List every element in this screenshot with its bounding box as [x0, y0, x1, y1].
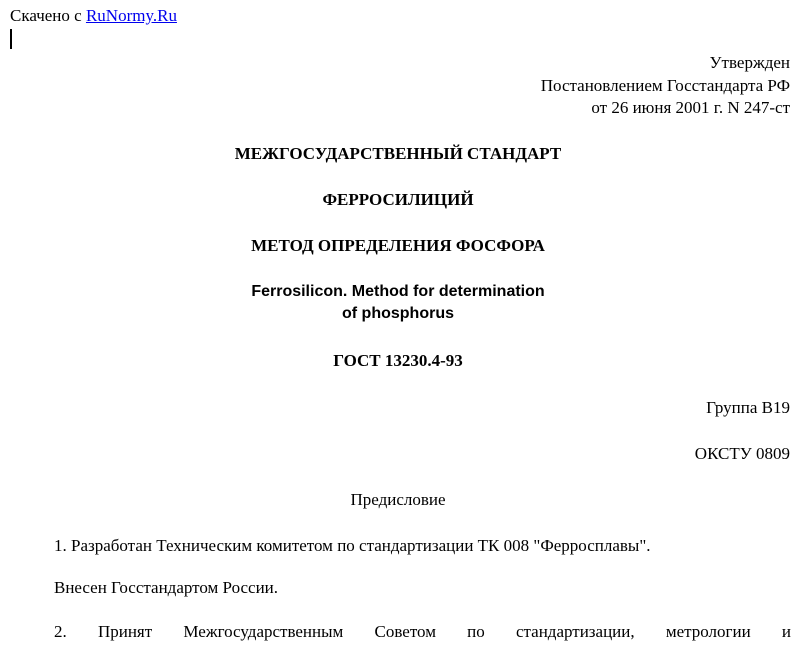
method-title: МЕТОД ОПРЕДЕЛЕНИЯ ФОСФОРА: [251, 236, 545, 255]
standard-type-title: МЕЖГОСУДАРСТВЕННЫЙ СТАНДАРТ: [234, 144, 562, 163]
material-title: ФЕРРОСИЛИЦИЙ: [322, 190, 474, 209]
english-title: [0, 281, 796, 325]
approval-block: [541, 52, 790, 120]
approval-line-date: от 26 июня 2001 г. N 247-ст: [591, 98, 790, 117]
source-line: [10, 6, 177, 26]
foreword-introduced: Внесен Госстандартом России.: [54, 578, 279, 597]
foreword-item-2: 2. Принят Межгосударственным Советом по стандартизации, метрологии и: [54, 622, 791, 641]
approval-line-approved: Утвержден: [709, 53, 790, 72]
oksty-label: ОКСТУ 0809: [694, 444, 790, 463]
english-title-line-1: Ferrosilicon. Method for determination: [251, 283, 545, 300]
source-link[interactable]: RuNormy.Ru: [85, 6, 177, 25]
group-label: Группа В19: [706, 398, 790, 417]
english-title-line-2: of phosphorus: [342, 305, 454, 322]
text-cursor: [10, 29, 12, 49]
downloaded-prefix: Скачено с: [10, 6, 86, 25]
foreword-heading: Предисловие: [350, 490, 446, 509]
gost-code: ГОСТ 13230.4-93: [333, 351, 463, 370]
approval-line-resolution: Постановлением Госстандарта РФ: [540, 75, 790, 95]
foreword-item-1: 1. Разработан Техническим комитетом по стандартизации ТК 008 "Ферросплавы".: [54, 536, 651, 555]
